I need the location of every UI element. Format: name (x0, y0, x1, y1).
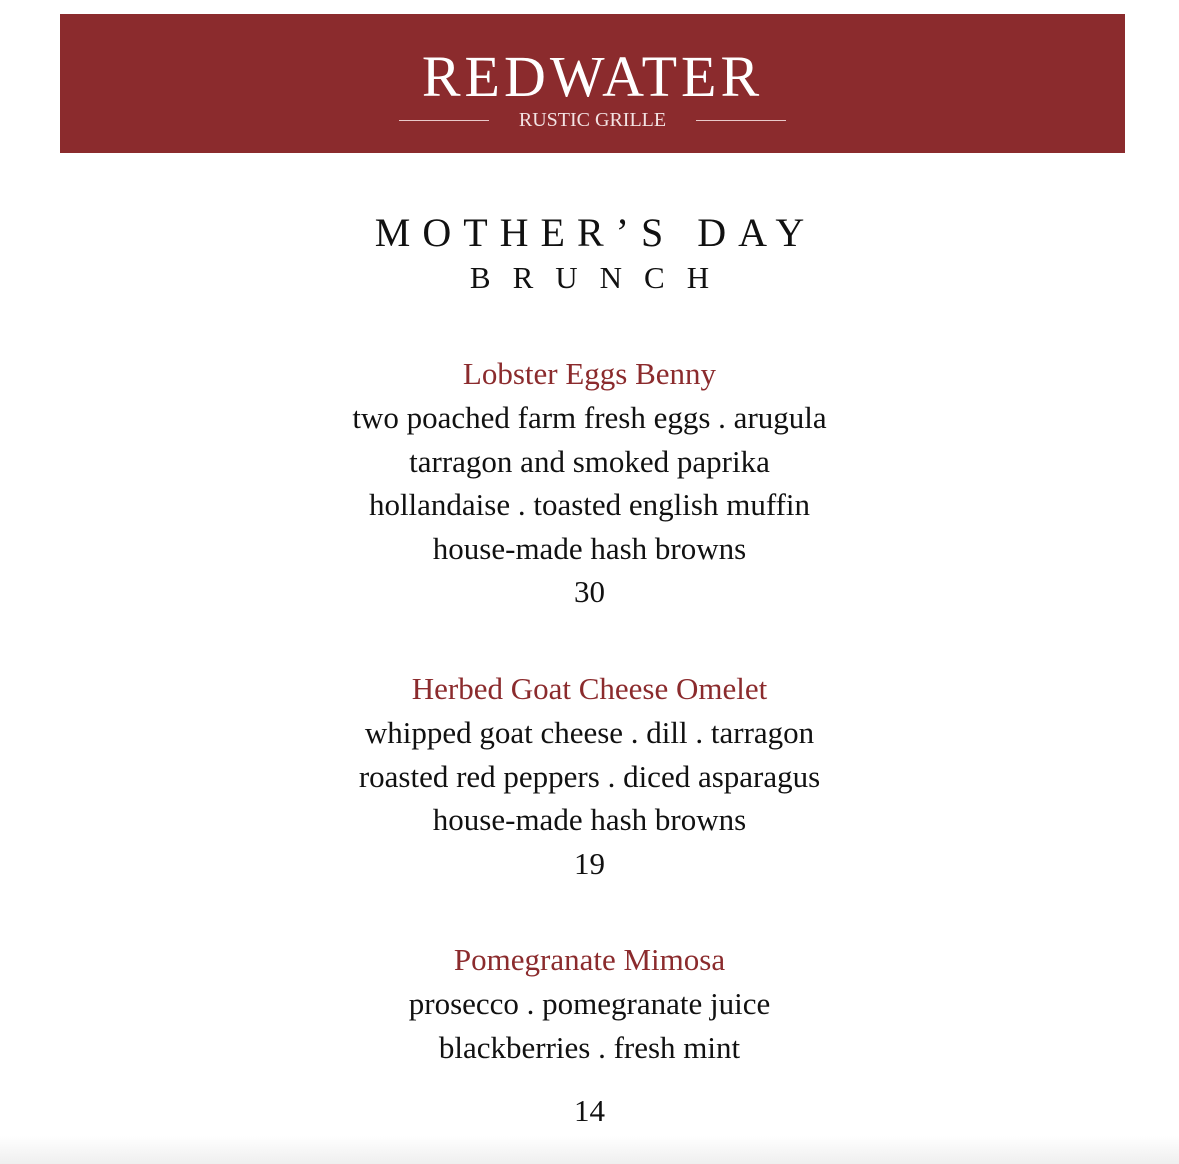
menu-title: MOTHER’S DAY (374, 210, 817, 255)
menu-subtitle: BRUNCH (469, 260, 732, 295)
item-description-line: tarragon and smoked paprika (409, 443, 770, 479)
item-description-line: roasted red peppers . diced asparagus (358, 758, 821, 794)
brand-subtitle-row (60, 110, 1125, 130)
brand-subtitle: RUSTIC GRILLE (518, 109, 667, 131)
item-name: Pomegranate Mimosa (453, 942, 726, 977)
menu-item-lobster-eggs-benny (0, 352, 1179, 614)
item-description-line: blackberries . fresh mint (438, 1029, 741, 1065)
menu-item-herbed-goat-cheese-omelet (0, 667, 1179, 885)
item-name: Herbed Goat Cheese Omelet (411, 671, 768, 706)
item-description-line: hollandaise . toasted english muffin (368, 487, 811, 522)
item-name: Lobster Eggs Benny (462, 356, 717, 391)
item-price: 14 (574, 1093, 605, 1128)
item-description-line: house-made hash browns (432, 802, 747, 837)
item-price: 19 (574, 845, 605, 881)
right-divider (696, 120, 786, 121)
item-description-line: two poached farm fresh eggs . arugula (352, 400, 827, 435)
header-banner (60, 14, 1125, 153)
item-description-line: house-made hash browns (432, 530, 747, 566)
item-price: 30 (574, 574, 605, 609)
brand-name: REDWATER (421, 44, 764, 109)
left-divider (399, 120, 489, 121)
menu-item-pomegranate-mimosa (0, 938, 1179, 1133)
item-description-line: prosecco . pomegranate juice (408, 986, 771, 1021)
bottom-edge-shadow (0, 1136, 1179, 1164)
item-description-line: whipped goat cheese . dill . tarragon (364, 715, 815, 750)
